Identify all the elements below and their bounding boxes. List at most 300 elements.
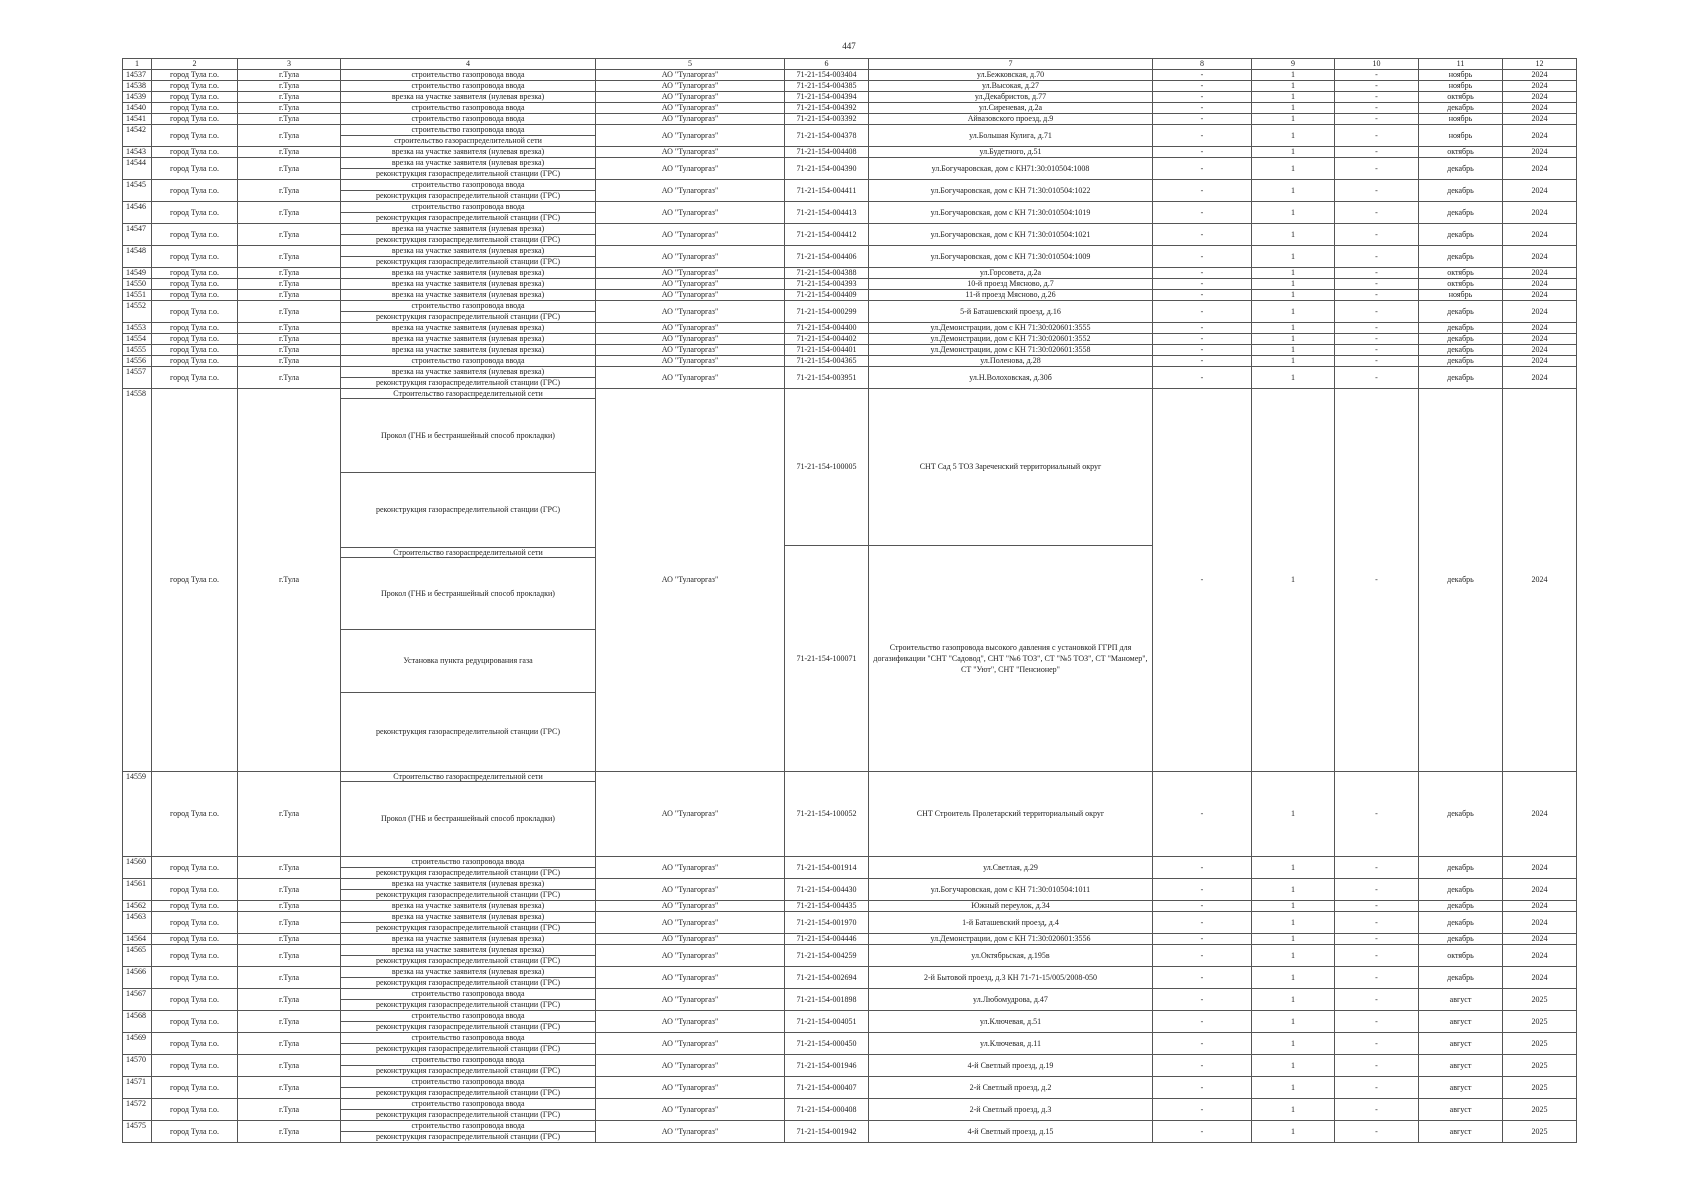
address-cell: ул.Поленова, д.28 [869,356,1153,367]
address-cell: ул.Н.Волоховская, д.30б [869,367,1153,389]
municipality-cell: город Тула г.о. [152,934,238,945]
month-cell: ноябрь [1419,114,1503,125]
municipality-cell: город Тула г.о. [152,279,238,290]
address-cell: ул.Сиреневая, д.2а [869,103,1153,114]
col-header: 2 [152,59,238,70]
table-row [123,158,1577,180]
work-type-cell: строительство газопровода ввода [341,81,596,92]
table-row [123,367,1577,389]
col9-cell: 1 [1252,114,1335,125]
col10-cell: - [1335,180,1419,202]
work-item: врезка на участке заявителя (нулевая врезка) [391,224,545,233]
col8-cell: - [1153,1055,1252,1077]
month-cell: октябрь [1419,147,1503,158]
year-cell: 2024 [1503,224,1577,246]
work-type-cell: врезка на участке заявителя (нулевая врезка) [341,901,596,912]
organization-cell: АО "Тулагоргаз" [596,290,785,301]
col10-cell: - [1335,246,1419,268]
code-cell: 71-21-154-004402 [785,334,869,345]
municipality-cell: город Тула г.о. [152,158,238,180]
organization-cell: АО "Тулагоргаз" [596,158,785,180]
col9-cell: 1 [1252,857,1335,879]
city-cell: г.Тула [238,367,341,389]
col8-cell: - [1153,879,1252,901]
col-header: 7 [869,59,1153,70]
address-item: СНТ Сад 5 ТОЗ Зареченский территориальный округ [919,462,1102,471]
address-cell: 4-й Светлый проезд, д.19 [869,1055,1153,1077]
code-cell: 71-21-154-004390 [785,158,869,180]
work-item: реконструкция газораспределительной станции (ГРС) [341,212,595,223]
col10-cell: - [1335,772,1419,857]
col10-cell: - [1335,1011,1419,1033]
row-number: 14543 [123,147,152,158]
year-cell: 2024 [1503,114,1577,125]
col8-cell: - [1153,125,1252,147]
municipality-cell: город Тула г.о. [152,1011,238,1033]
municipality-cell: город Тула г.о. [152,224,238,246]
row-number: 14575 [123,1121,152,1143]
page-number: 447 [842,41,856,51]
table-row [123,345,1577,356]
table-row [123,1011,1577,1033]
table-row [123,967,1577,989]
address-cell [869,389,1153,772]
year-cell: 2024 [1503,246,1577,268]
code-cell: 71-21-154-000407 [785,1077,869,1099]
work-item: строительство газораспределительной сети [341,135,595,146]
work-type-cell [341,945,596,967]
work-item: реконструкция газораспределительной станции (ГРС) [341,955,595,966]
municipality-cell: город Тула г.о. [152,345,238,356]
work-item: реконструкция газораспределительной станции (ГРС) [341,234,595,245]
work-item: строительство газопровода ввода [411,1011,525,1020]
table-row [123,772,1577,857]
row-number: 14560 [123,857,152,879]
work-item: реконструкция газораспределительной станции (ГРС) [341,311,595,322]
col10-cell: - [1335,1121,1419,1143]
col10-cell: - [1335,879,1419,901]
year-cell: 2024 [1503,912,1577,934]
city-cell: г.Тула [238,268,341,279]
municipality-cell: город Тула г.о. [152,92,238,103]
year-cell: 2024 [1503,70,1577,81]
work-item: реконструкция газораспределительной станции (ГРС) [341,256,595,267]
work-item: реконструкция газораспределительной станции (ГРС) [341,977,595,988]
city-cell: г.Тула [238,158,341,180]
table-body-merged [123,389,1577,857]
col9-cell: 1 [1252,367,1335,389]
city-cell: г.Тула [238,879,341,901]
col8-cell: - [1153,367,1252,389]
address-cell: ул.Богучаровская, дом с КН71:30:010504:1008 [869,158,1153,180]
work-item: Установка пункта редуцирования газа [341,629,595,692]
col8-cell: - [1153,224,1252,246]
work-item: реконструкция газораспределительной станции (ГРС) [341,377,595,388]
organization-cell: АО "Тулагоргаз" [596,1077,785,1099]
organization-cell: АО "Тулагоргаз" [596,125,785,147]
year-cell: 2024 [1503,356,1577,367]
city-cell: г.Тула [238,1077,341,1099]
code-cell: 71-21-154-004408 [785,147,869,158]
col8-cell: - [1153,345,1252,356]
col10-cell: - [1335,301,1419,323]
address-cell: ул.Богучаровская, дом с КН 71:30:010504:1009 [869,246,1153,268]
year-cell: 2024 [1503,301,1577,323]
col8-cell: - [1153,246,1252,268]
col9-cell: 1 [1252,1033,1335,1055]
col10-cell: - [1335,857,1419,879]
organization-cell: АО "Тулагоргаз" [596,92,785,103]
work-item: Прокол (ГНБ и бестраншейный способ прокладки) [341,781,595,856]
month-cell: август [1419,1121,1503,1143]
work-type-cell: врезка на участке заявителя (нулевая врезка) [341,147,596,158]
table-row [123,202,1577,224]
work-item: реконструкция газораспределительной станции (ГРС) [341,1065,595,1076]
organization-cell: АО "Тулагоргаз" [596,334,785,345]
col10-cell: - [1335,92,1419,103]
city-cell: г.Тула [238,180,341,202]
col9-cell: 1 [1252,290,1335,301]
table-row [123,268,1577,279]
municipality-cell: город Тула г.о. [152,772,238,857]
work-type-cell [341,202,596,224]
col9-cell: 1 [1252,334,1335,345]
work-type-cell: строительство газопровода ввода [341,114,596,125]
month-cell: октябрь [1419,268,1503,279]
work-item: врезка на участке заявителя (нулевая врезка) [391,945,545,954]
table-row [123,290,1577,301]
col10-cell: - [1335,334,1419,345]
table-row [123,246,1577,268]
municipality-cell: город Тула г.о. [152,901,238,912]
work-type-cell: врезка на участке заявителя (нулевая врезка) [341,268,596,279]
city-cell: г.Тула [238,967,341,989]
month-cell: август [1419,1011,1503,1033]
organization-cell: АО "Тулагоргаз" [596,367,785,389]
city-cell: г.Тула [238,334,341,345]
work-item: реконструкция газораспределительной станции (ГРС) [341,999,595,1010]
col8-cell: - [1153,934,1252,945]
col8-cell: - [1153,301,1252,323]
address-cell: 2-й Бытовой проезд, д.3 КН 71-71-15/005/2008-050 [869,967,1153,989]
city-cell: г.Тула [238,934,341,945]
col8-cell: - [1153,945,1252,967]
col-header: 5 [596,59,785,70]
col10-cell: - [1335,103,1419,114]
col-header: 8 [1153,59,1252,70]
col9-cell: 1 [1252,180,1335,202]
year-cell: 2024 [1503,334,1577,345]
year-cell: 2024 [1503,367,1577,389]
year-cell: 2024 [1503,125,1577,147]
row-number: 14567 [123,989,152,1011]
municipality-cell: город Тула г.о. [152,125,238,147]
table-row [123,103,1577,114]
organization-cell: АО "Тулагоргаз" [596,323,785,334]
city-cell: г.Тула [238,246,341,268]
col9-cell: 1 [1252,1055,1335,1077]
address-cell: ул.Высокая, д.27 [869,81,1153,92]
code-cell: 71-21-154-000299 [785,301,869,323]
table-row [123,224,1577,246]
code-item: 71-21-154-100071 [785,545,868,771]
code-cell: 71-21-154-004401 [785,345,869,356]
row-number: 14538 [123,81,152,92]
row-number: 14537 [123,70,152,81]
year-cell: 2024 [1503,202,1577,224]
work-type-cell [341,389,596,772]
code-cell: 71-21-154-004259 [785,945,869,967]
col9-cell: 1 [1252,934,1335,945]
work-type-cell: врезка на участке заявителя (нулевая врезка) [341,334,596,345]
table-row [123,1033,1577,1055]
year-cell: 2025 [1503,1077,1577,1099]
col10-cell: - [1335,989,1419,1011]
organization-cell: АО "Тулагоргаз" [596,857,785,879]
municipality-cell: город Тула г.о. [152,1121,238,1143]
work-item: строительство газопровода ввода [411,125,525,134]
work-type-cell: врезка на участке заявителя (нулевая врезка) [341,279,596,290]
col8-cell: - [1153,290,1252,301]
col8-cell: - [1153,901,1252,912]
organization-cell: АО "Тулагоргаз" [596,147,785,158]
col10-cell: - [1335,268,1419,279]
row-number: 14547 [123,224,152,246]
col8-cell: - [1153,279,1252,290]
code-cell: 71-21-154-004411 [785,180,869,202]
work-type-cell: врезка на участке заявителя (нулевая врезка) [341,323,596,334]
code-cell: 71-21-154-004446 [785,934,869,945]
col8-cell: - [1153,180,1252,202]
col8-cell: - [1153,202,1252,224]
work-item: реконструкция газораспределительной станции (ГРС) [341,922,595,933]
organization-cell: АО "Тулагоргаз" [596,356,785,367]
month-cell: ноябрь [1419,81,1503,92]
work-item: реконструкция газораспределительной станции (ГРС) [341,1131,595,1142]
address-cell: 4-й Светлый проезд, д.15 [869,1121,1153,1143]
municipality-cell: город Тула г.о. [152,1055,238,1077]
city-cell: г.Тула [238,1055,341,1077]
col9-cell: 1 [1252,1011,1335,1033]
col9-cell: 1 [1252,323,1335,334]
work-type-cell [341,367,596,389]
address-cell: Айвазовского проезд, д.9 [869,114,1153,125]
city-cell: г.Тула [238,989,341,1011]
col10-cell: - [1335,279,1419,290]
year-cell: 2024 [1503,772,1577,857]
year-cell: 2024 [1503,103,1577,114]
col8-cell: - [1153,70,1252,81]
row-number: 14570 [123,1055,152,1077]
work-item: строительство газопровода ввода [411,1121,525,1130]
year-cell: 2024 [1503,158,1577,180]
month-cell: август [1419,1033,1503,1055]
col8-cell: - [1153,92,1252,103]
work-type-cell [341,1055,596,1077]
row-number: 14563 [123,912,152,934]
col9-cell: 1 [1252,945,1335,967]
code-cell: 71-21-154-004400 [785,323,869,334]
year-cell: 2024 [1503,389,1577,772]
row-number: 14572 [123,1099,152,1121]
table-row [123,279,1577,290]
month-cell: август [1419,989,1503,1011]
municipality-cell: город Тула г.о. [152,1033,238,1055]
city-cell: г.Тула [238,125,341,147]
month-cell: декабрь [1419,345,1503,356]
col8-cell: - [1153,389,1252,772]
year-cell: 2024 [1503,180,1577,202]
code-cell: 71-21-154-100052 [785,772,869,857]
col10-cell: - [1335,81,1419,92]
table-row [123,1099,1577,1121]
work-type-cell [341,1011,596,1033]
code-cell: 71-21-154-004378 [785,125,869,147]
col9-cell: 1 [1252,224,1335,246]
work-type-cell: строительство газопровода ввода [341,103,596,114]
col10-cell: - [1335,912,1419,934]
row-number: 14541 [123,114,152,125]
row-number: 14555 [123,345,152,356]
municipality-cell: город Тула г.о. [152,301,238,323]
col9-cell: 1 [1252,967,1335,989]
row-number: 14548 [123,246,152,268]
work-type-cell [341,912,596,934]
address-cell: ул.Богучаровская, дом с КН 71:30:010504:1011 [869,879,1153,901]
organization-cell: АО "Тулагоргаз" [596,345,785,356]
row-number: 14540 [123,103,152,114]
col8-cell: - [1153,1011,1252,1033]
month-cell: декабрь [1419,912,1503,934]
code-cell: 71-21-154-004394 [785,92,869,103]
municipality-cell: город Тула г.о. [152,114,238,125]
address-cell: ул.Светлая, д.29 [869,857,1153,879]
col10-cell: - [1335,389,1419,772]
code-cell: 71-21-154-004051 [785,1011,869,1033]
address-item: Строительство газопровода высокого давления с установкой ГГРП для догазификации "СНТ "Садовод", СНТ "№6 ТОЗ", СТ "№5 ТОЗ", СТ "Маномер", СТ "Уют", СНТ "Пенсионер" [869,545,1152,771]
col10-cell: - [1335,1033,1419,1055]
organization-cell: АО "Тулагоргаз" [596,103,785,114]
municipality-cell: город Тула г.о. [152,857,238,879]
row-number: 14557 [123,367,152,389]
col8-cell: - [1153,1077,1252,1099]
row-number: 14552 [123,301,152,323]
col9-cell: 1 [1252,1099,1335,1121]
table-row [123,180,1577,202]
col9-cell: 1 [1252,879,1335,901]
work-item: Прокол (ГНБ и бестраншейный способ прокладки) [341,557,595,629]
work-type-cell [341,301,596,323]
work-type-cell [341,1033,596,1055]
work-item: врезка на участке заявителя (нулевая врезка) [391,912,545,921]
col10-cell: - [1335,945,1419,967]
table-row [123,912,1577,934]
year-cell: 2024 [1503,279,1577,290]
table-row [123,857,1577,879]
year-cell: 2025 [1503,1121,1577,1143]
works-table [122,58,1577,1143]
work-type-cell [341,989,596,1011]
address-cell: СНТ Строитель Пролетарский территориальный округ [869,772,1153,857]
row-number: 14554 [123,334,152,345]
month-cell: август [1419,1055,1503,1077]
col8-cell: - [1153,103,1252,114]
col9-cell: 1 [1252,301,1335,323]
work-type-cell [341,857,596,879]
work-item: реконструкция газораспределительной станции (ГРС) [341,1087,595,1098]
col9-cell: 1 [1252,1121,1335,1143]
month-cell: ноябрь [1419,290,1503,301]
organization-cell: АО "Тулагоргаз" [596,224,785,246]
address-cell: ул.Демонстрации, дом с КН 71:30:020601:3552 [869,334,1153,345]
table-row [123,334,1577,345]
city-cell: г.Тула [238,356,341,367]
col10-cell: - [1335,125,1419,147]
col9-cell: 1 [1252,279,1335,290]
year-cell: 2024 [1503,934,1577,945]
month-cell: декабрь [1419,224,1503,246]
city-cell: г.Тула [238,345,341,356]
table-row [123,1055,1577,1077]
work-item: врезка на участке заявителя (нулевая врезка) [391,879,545,888]
month-cell: декабрь [1419,772,1503,857]
col9-cell: 1 [1252,389,1335,772]
year-cell: 2024 [1503,268,1577,279]
address-cell: ул.Горсовета, д.2а [869,268,1153,279]
col-header: 3 [238,59,341,70]
work-item: строительство газопровода ввода [411,857,525,866]
work-type-cell: строительство газопровода ввода [341,356,596,367]
address-cell: ул.Любомудрова, д.47 [869,989,1153,1011]
work-item: реконструкция газораспределительной станции (ГРС) [341,190,595,201]
row-number: 14562 [123,901,152,912]
month-cell: ноябрь [1419,70,1503,81]
month-cell: декабрь [1419,857,1503,879]
organization-cell: АО "Тулагоргаз" [596,945,785,967]
col-header: 1 [123,59,152,70]
col9-cell: 1 [1252,772,1335,857]
month-cell: декабрь [1419,967,1503,989]
municipality-cell: город Тула г.о. [152,103,238,114]
work-type-cell: врезка на участке заявителя (нулевая врезка) [341,290,596,301]
year-cell: 2025 [1503,1099,1577,1121]
code-cell: 71-21-154-004413 [785,202,869,224]
city-cell: г.Тула [238,1011,341,1033]
col10-cell: - [1335,367,1419,389]
col8-cell: - [1153,323,1252,334]
city-cell: г.Тула [238,323,341,334]
row-number: 14561 [123,879,152,901]
work-item: врезка на участке заявителя (нулевая врезка) [391,246,545,255]
year-cell: 2025 [1503,1033,1577,1055]
table-row [123,989,1577,1011]
city-cell: г.Тула [238,147,341,158]
year-cell: 2024 [1503,81,1577,92]
municipality-cell: город Тула г.о. [152,323,238,334]
organization-cell: АО "Тулагоргаз" [596,1099,785,1121]
address-cell: ул.Бежковская, д.70 [869,70,1153,81]
col9-cell: 1 [1252,246,1335,268]
code-cell: 71-21-154-004435 [785,901,869,912]
work-item: реконструкция газораспределительной станции (ГРС) [341,889,595,900]
organization-cell: АО "Тулагоргаз" [596,772,785,857]
city-cell: г.Тула [238,1099,341,1121]
year-cell: 2024 [1503,901,1577,912]
month-cell: декабрь [1419,103,1503,114]
year-cell: 2025 [1503,1055,1577,1077]
table-row [123,323,1577,334]
municipality-cell: город Тула г.о. [152,967,238,989]
